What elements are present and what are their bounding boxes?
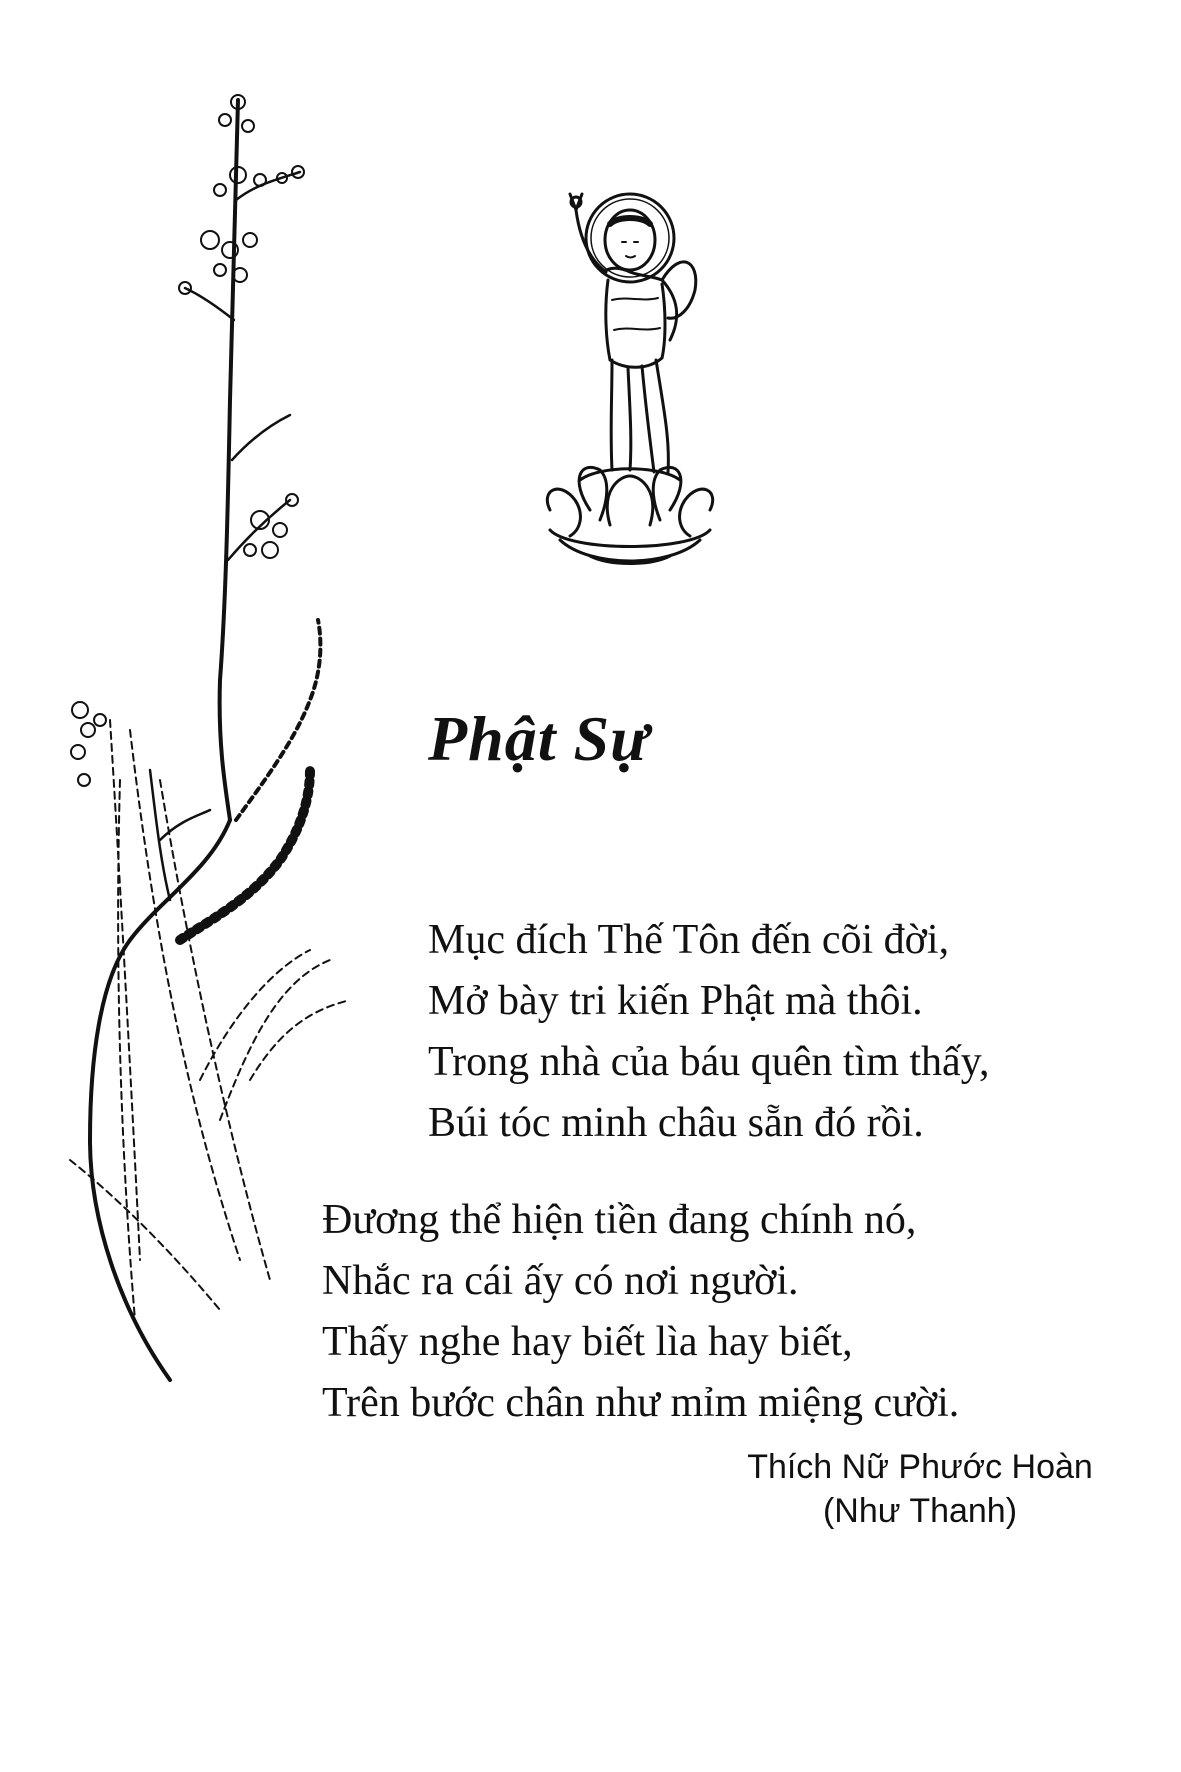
poem-line: Trên bước chân như mỉm miệng cười. [322,1380,960,1426]
poem-line: Mở bày tri kiến Phật mà thôi. [428,978,923,1024]
branch-main-stem [90,100,320,1380]
author-pen-name: (Như Thanh) [822,1492,1018,1530]
poem-stanza-1 [428,910,989,1154]
buddha-figure [570,194,696,472]
poem-line: Búi tóc minh châu sẵn đó rồi. [428,1100,924,1146]
poem-line: Mục đích Thế Tôn đến cõi đời, [428,917,950,963]
lotus-pedestal [547,467,712,563]
poem-line: Đương thể hiện tiền đang chính nó, [322,1197,917,1243]
poem-line: Thấy nghe hay biết lìa hay biết, [322,1319,853,1365]
poem-line: Nhắc ra cái ấy có nơi người. [322,1258,799,1304]
author-name: Thích Nữ Phước Hoàn [747,1448,1093,1486]
infant-buddha-illustration [530,180,730,580]
poem-title: Phật Sự [428,703,650,774]
poem-line: Trong nhà của báu quên tìm thấy, [428,1039,990,1085]
poem-stanza-2 [322,1190,959,1434]
author-credit [700,1445,1140,1533]
blossoms [71,95,304,786]
